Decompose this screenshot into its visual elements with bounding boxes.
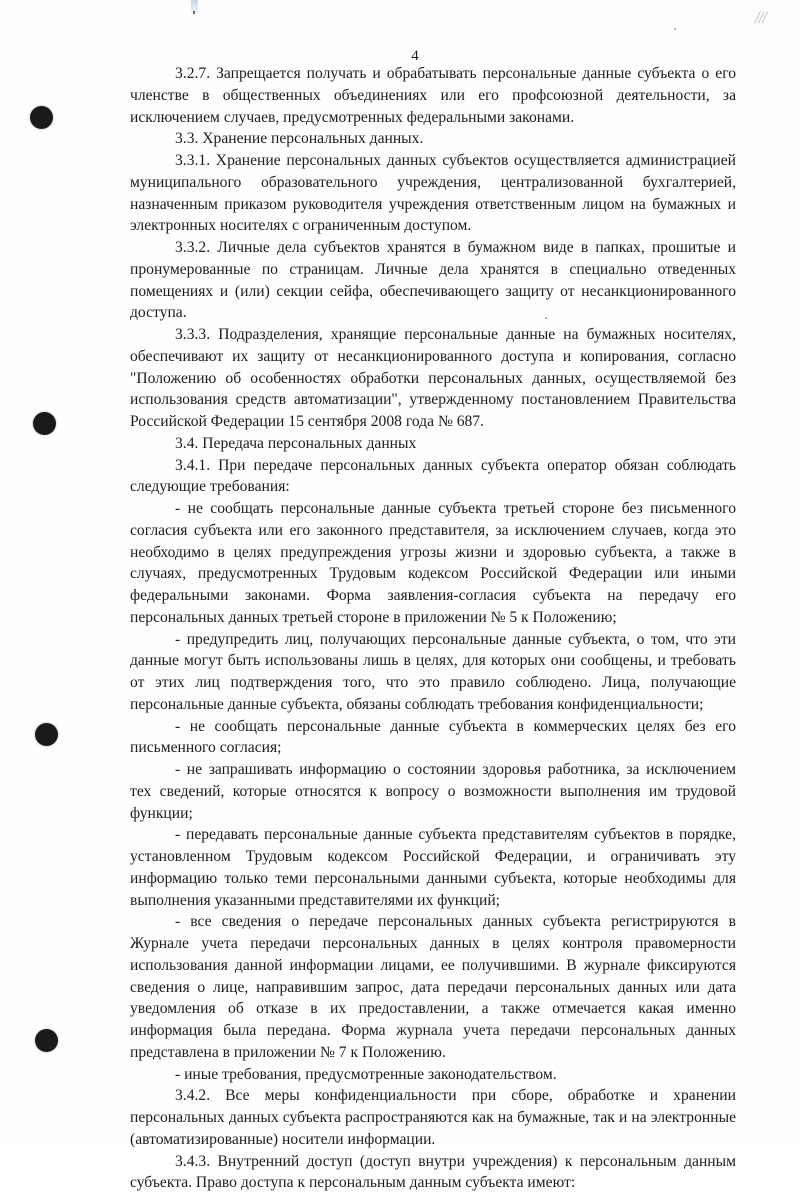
punch-hole <box>35 1029 58 1052</box>
punch-hole <box>35 723 58 746</box>
paragraph-3-3-2: 3.3.2. Личные дела субъектов хранятся в бумажном виде в папках, прошитые и пронумерованные по страницам. Личные дела хранятся в специально отведенных помещениях и (или) секции сейфа, обеспечивающего защиту от несанкционированного доступа. <box>130 237 736 324</box>
list-item-requirement: - все сведения о передаче персональных данных субъекта регистрируются в Журнале учета передачи персональных данных в целях контроля правомерности использования данной информации лицами, ее получившими. В журнале фиксируются сведения о лице, направившим запрос, дата передачи персональных данных или дата уведомления об отказе в их предоставлении, а также отмечается какая именно информация была передана. Форма журнала учета передачи персональных данных представлена в приложении № 7 к Положению. <box>130 911 736 1063</box>
section-heading-3-3: 3.3. Хранение персональных данных. <box>130 128 736 150</box>
page-number: 4 <box>0 47 800 65</box>
list-item-requirement: - не сообщать персональные данные субъекта в коммерческих целях без его письменного согласия; <box>130 716 736 760</box>
paragraph-3-4-2: 3.4.2. Все меры конфиденциальности при сборе, обработке и хранении персональных данных субъекта распространяются как на бумажные, так и на электронные (автоматизированные) носители информации. <box>130 1085 736 1150</box>
paragraph-3-2-7: 3.2.7. Запрещается получать и обрабатывать персональные данные субъекта о его членстве в общественных объединениях или его профсоюзной деятельности, за исключением случаев, предусмотренных федеральными законами. <box>130 63 736 128</box>
punch-hole <box>33 412 56 435</box>
paragraph-3-4-1: 3.4.1. При передаче персональных данных субъекта оператор обязан соблюдать следующие требования: <box>130 455 736 499</box>
section-heading-3-4: 3.4. Передача персональных данных <box>130 433 736 455</box>
list-item-requirement: - не сообщать персональные данные субъекта третьей стороне без письменного согласия субъекта или его законного представителя, за исключением случаев, когда это необходимо в целях предупреждения угрозы жизни и здоровью субъекта, а также в случаях, предусмотренных Трудовым кодексом Российской Федерации или иными федеральными законами. Форма заявления-согласия субъекта на передачу его персональных данных третьей стороне в приложении № 5 к Положению; <box>130 498 736 629</box>
top-edge-speck <box>193 11 195 14</box>
document-body <box>130 63 736 1194</box>
paragraph-3-3-3: 3.3.3. Подразделения, хранящие персональные данные на бумажных носителях, обеспечивают их защиту от несанкционированного доступа и копирования, согласно "Положению об особенностях обработки персональных данных, осуществляемой без использования средств автоматизации", утвержденному постановлением Правительства Российской Федерации 15 сентября 2008 года № 687. <box>130 324 736 433</box>
scan-speck <box>674 28 676 30</box>
list-item-requirement: - не запрашивать информацию о состоянии здоровья работника, за исключением тех сведений, которые относятся к вопросу о возможности выполнения им трудовой функции; <box>130 759 736 824</box>
paragraph-3-3-1: 3.3.1. Хранение персональных данных субъектов осуществляется администрацией муниципального образовательного учреждения, централизованной бухгалтерией, назначенным приказом руководителя учреждения ответственным лицом на бумажных и электронных носителях с ограниченным доступом. <box>130 150 736 237</box>
list-item-requirement: - предупредить лиц, получающих персональные данные субъекта, о том, что эти данные могут быть использованы лишь в целях, для которых они сообщены, и требовать от этих лиц подтверждения того, что это правило соблюдено. Лица, получающие персональные данные субъекта, обязаны соблюдать требования конфиденциальности; <box>130 629 736 716</box>
list-item-requirement: - передавать персональные данные субъекта представителям субъектов в порядке, установленном Трудовым кодексом Российской Федерации, и ограничивать эту информацию только теми персональными данными субъекта, которые необходимы для выполнения указанными представителями их функций; <box>130 824 736 911</box>
punch-hole <box>30 106 53 129</box>
paragraph-3-4-3: 3.4.3. Внутренний доступ (доступ внутри учреждения) к персональным данным субъекта. Право доступа к персональным данным субъекта имеют: <box>130 1151 736 1194</box>
corner-scribble: /// <box>755 10 766 26</box>
list-item-requirement: - иные требования, предусмотренные законодательством. <box>130 1064 736 1086</box>
